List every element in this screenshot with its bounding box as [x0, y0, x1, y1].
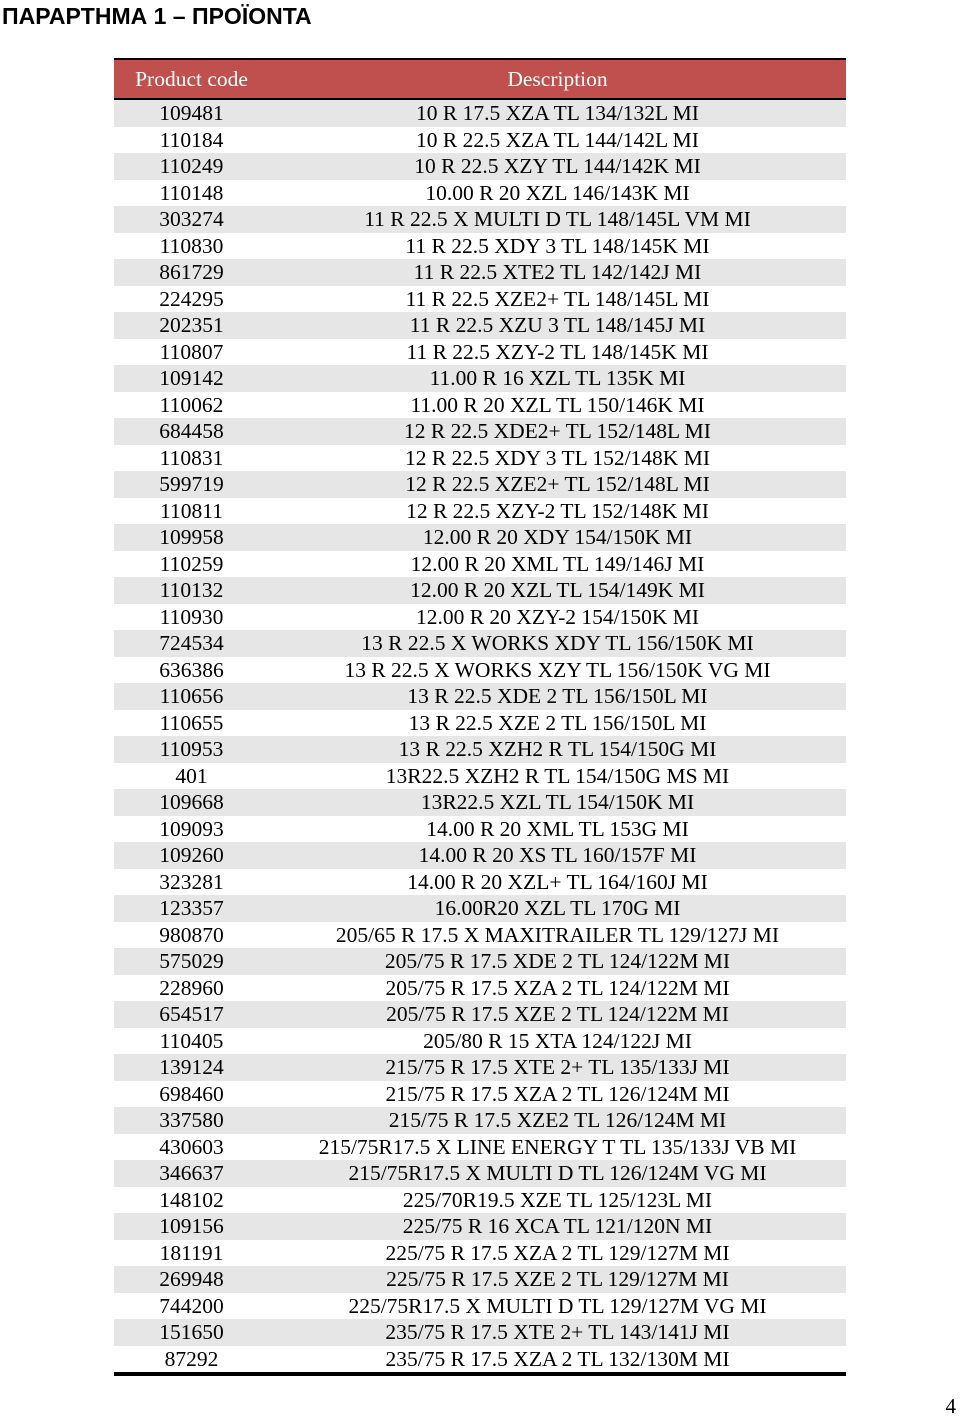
product-code-cell: 123357 — [159, 896, 224, 921]
table-row — [114, 1293, 846, 1320]
description-cell: 215/75 R 17.5 XTE 2+ TL 135/133J MI — [385, 1055, 730, 1080]
product-code-cell: 654517 — [159, 1002, 224, 1027]
table-row — [114, 948, 846, 975]
description-cell: 12 R 22.5 XZY-2 TL 152/148K MI — [406, 498, 709, 523]
product-code-cell: 110807 — [159, 339, 224, 364]
description-cell: 215/75R17.5 X LINE ENERGY T TL 135/133J VB MI — [318, 1134, 797, 1159]
product-code-cell: 228960 — [159, 975, 224, 1000]
table-row — [114, 1213, 846, 1240]
table-row — [114, 524, 846, 551]
table-row — [114, 498, 846, 525]
description-cell: 13 R 22.5 XDE 2 TL 156/150L MI — [407, 684, 708, 709]
product-code-cell: 110830 — [159, 233, 224, 258]
product-code-cell: 109093 — [159, 816, 224, 841]
description-cell: 235/75 R 17.5 XTE 2+ TL 143/141J MI — [385, 1320, 730, 1345]
product-code-cell: 744200 — [159, 1293, 224, 1318]
description-cell: 13 R 22.5 X WORKS XZY TL 156/150K VG MI — [344, 657, 771, 682]
product-code-cell: 181191 — [159, 1240, 224, 1265]
product-code-cell: 109668 — [159, 790, 224, 815]
description-cell: 14.00 R 20 XML TL 153G MI — [426, 816, 689, 841]
description-cell: 215/75 R 17.5 XZA 2 TL 126/124M MI — [385, 1081, 730, 1106]
table-row — [114, 922, 846, 949]
product-code-cell: 202351 — [159, 313, 224, 338]
table-row — [114, 975, 846, 1002]
table-body — [114, 100, 846, 1372]
table-row — [114, 736, 846, 763]
product-code-cell: 575029 — [159, 949, 224, 974]
product-code-cell: 109260 — [159, 843, 224, 868]
description-cell: 12.00 R 20 XDY 154/150K MI — [422, 525, 693, 550]
table-row — [114, 286, 846, 313]
description-cell: 11 R 22.5 XZY-2 TL 148/145K MI — [406, 339, 709, 364]
product-code-cell: 110656 — [159, 684, 224, 709]
description-cell: 235/75 R 17.5 XZA 2 TL 132/130M MI — [385, 1346, 730, 1371]
product-code-cell: 430603 — [159, 1134, 224, 1159]
table-row — [114, 180, 846, 207]
table-row — [114, 683, 846, 710]
description-cell: 14.00 R 20 XZL+ TL 164/160J MI — [407, 869, 708, 894]
table-row — [114, 445, 846, 472]
product-code-cell: 724534 — [159, 631, 224, 656]
product-code-cell: 110655 — [159, 710, 224, 735]
product-code-cell: 401 — [175, 763, 208, 788]
product-code-cell: 110259 — [159, 551, 224, 576]
description-cell: 225/75 R 16 XCA TL 121/120N MI — [402, 1214, 713, 1239]
product-code-cell: 599719 — [159, 472, 224, 497]
table-row — [114, 869, 846, 896]
table-row — [114, 816, 846, 843]
product-code-cell: 861729 — [159, 260, 224, 285]
table-row — [114, 657, 846, 684]
description-cell: 13 R 22.5 XZE 2 TL 156/150L MI — [408, 710, 707, 735]
product-code-cell: 684458 — [159, 419, 224, 444]
table-row — [114, 259, 846, 286]
table-bottom-rule — [114, 1372, 846, 1376]
description-cell: 205/75 R 17.5 XZE 2 TL 124/122M MI — [386, 1002, 729, 1027]
table-row — [114, 418, 846, 445]
products-table — [114, 58, 846, 1376]
table-row — [114, 100, 846, 127]
table-row — [114, 1160, 846, 1187]
description-cell: 16.00R20 XZL TL 170G MI — [434, 896, 681, 921]
description-cell: 225/75 R 17.5 XZE 2 TL 129/127M MI — [386, 1267, 729, 1292]
description-cell: 11 R 22.5 XZU 3 TL 148/145J MI — [409, 313, 706, 338]
product-code-cell: 636386 — [159, 657, 224, 682]
table-row — [114, 471, 846, 498]
table-row — [114, 233, 846, 260]
product-code-cell: 110062 — [159, 392, 224, 417]
table-row — [114, 1134, 846, 1161]
table-row — [114, 1346, 846, 1373]
description-cell: 205/80 R 15 XTA 124/122J MI — [423, 1028, 692, 1053]
product-code-cell: 110831 — [159, 445, 224, 470]
product-code-cell: 323281 — [159, 869, 224, 894]
table-row — [114, 1240, 846, 1267]
product-code-cell: 109142 — [159, 366, 224, 391]
description-cell: 10 R 17.5 XZA TL 134/132L MI — [416, 101, 699, 126]
table-row — [114, 312, 846, 339]
product-code-cell: 110184 — [159, 127, 224, 152]
product-code-cell: 109958 — [159, 525, 224, 550]
description-cell: 11 R 22.5 X MULTI D TL 148/145L VM MI — [364, 207, 751, 232]
product-code-cell: 224295 — [159, 286, 224, 311]
table-row — [114, 1107, 846, 1134]
product-code-cell: 269948 — [159, 1267, 224, 1292]
product-code-cell: 109481 — [159, 101, 224, 126]
description-cell: 11.00 R 16 XZL TL 135K MI — [429, 366, 686, 391]
product-code-cell: 110405 — [159, 1028, 224, 1053]
table-row — [114, 577, 846, 604]
product-code-cell: 110148 — [159, 180, 224, 205]
table-row — [114, 1187, 846, 1214]
product-code-cell: 148102 — [159, 1187, 224, 1212]
description-cell: 225/70R19.5 XZE TL 125/123L MI — [402, 1187, 713, 1212]
description-cell: 14.00 R 20 XS TL 160/157F MI — [418, 843, 697, 868]
description-cell: 11 R 22.5 XZE2+ TL 148/145L MI — [405, 286, 710, 311]
table-row — [114, 842, 846, 869]
product-code-cell: 346637 — [159, 1161, 224, 1186]
table-row — [114, 1054, 846, 1081]
table-row — [114, 1001, 846, 1028]
description-cell: 205/65 R 17.5 X MAXITRAILER TL 129/127J MI — [335, 922, 780, 947]
table-row — [114, 604, 846, 631]
description-cell: 11 R 22.5 XTE2 TL 142/142J MI — [413, 260, 702, 285]
column-header-description: Description — [507, 66, 608, 91]
product-code-cell: 110249 — [159, 154, 224, 179]
description-cell: 13 R 22.5 X WORKS XDY TL 156/150K MI — [361, 631, 754, 656]
product-code-cell: 110953 — [159, 737, 224, 762]
table-row — [114, 1319, 846, 1346]
description-cell: 225/75R17.5 X MULTI D TL 129/127M VG MI — [348, 1293, 767, 1318]
product-code-cell: 87292 — [164, 1346, 219, 1371]
description-cell: 13R22.5 XZH2 R TL 154/150G MS MI — [385, 763, 730, 788]
product-code-cell: 980870 — [159, 922, 224, 947]
column-header-product-code: Product code — [135, 66, 248, 91]
description-cell: 13R22.5 XZL TL 154/150K MI — [420, 790, 695, 815]
description-cell: 12.00 R 20 XZY-2 154/150K MI — [415, 604, 700, 629]
table-row — [114, 630, 846, 657]
table-header-row — [114, 60, 846, 100]
description-cell: 10 R 22.5 XZA TL 144/142L MI — [416, 127, 699, 152]
product-code-cell: 109156 — [159, 1214, 224, 1239]
description-cell: 10 R 22.5 XZY TL 144/142K MI — [414, 154, 701, 179]
table-row — [114, 763, 846, 790]
table-row — [114, 710, 846, 737]
description-cell: 11 R 22.5 XDY 3 TL 148/145K MI — [405, 233, 710, 258]
product-code-cell: 110811 — [160, 498, 223, 523]
page-heading: ΠΑΡΑΡΤΗΜΑ 1 – ΠΡΟΪΟΝΤΑ — [2, 3, 312, 29]
product-code-cell: 698460 — [159, 1081, 224, 1106]
description-cell: 225/75 R 17.5 XZA 2 TL 129/127M MI — [385, 1240, 730, 1265]
description-cell: 215/75 R 17.5 XZE2 TL 126/124M MI — [388, 1108, 727, 1133]
description-cell: 12.00 R 20 XZL TL 154/149K MI — [410, 578, 705, 603]
product-code-cell: 151650 — [159, 1320, 224, 1345]
description-cell: 10.00 R 20 XZL 146/143K MI — [425, 180, 690, 205]
table-row — [114, 1028, 846, 1055]
product-code-cell: 139124 — [159, 1055, 224, 1080]
description-cell: 205/75 R 17.5 XDE 2 TL 124/122M MI — [384, 949, 731, 974]
description-cell: 13 R 22.5 XZH2 R TL 154/150G MI — [398, 737, 717, 762]
product-code-cell: 110930 — [159, 604, 224, 629]
description-cell: 205/75 R 17.5 XZA 2 TL 124/122M MI — [385, 975, 730, 1000]
product-code-cell: 303274 — [159, 207, 224, 232]
page-number: 4 — [945, 1394, 956, 1418]
table-row — [114, 392, 846, 419]
description-cell: 12 R 22.5 XZE2+ TL 152/148L MI — [405, 472, 710, 497]
product-code-cell: 110132 — [159, 578, 224, 603]
table-row — [114, 153, 846, 180]
table-row — [114, 551, 846, 578]
table-row — [114, 789, 846, 816]
description-cell: 12.00 R 20 XML TL 149/146J MI — [410, 551, 705, 576]
table-row — [114, 895, 846, 922]
description-cell: 215/75R17.5 X MULTI D TL 126/124M VG MI — [348, 1161, 767, 1186]
product-code-cell: 337580 — [159, 1108, 224, 1133]
table-row — [114, 1081, 846, 1108]
description-cell: 11.00 R 20 XZL TL 150/146K MI — [410, 392, 705, 417]
table-row — [114, 339, 846, 366]
table-row — [114, 127, 846, 154]
table-row — [114, 365, 846, 392]
description-cell: 12 R 22.5 XDE2+ TL 152/148L MI — [404, 419, 711, 444]
table-row — [114, 206, 846, 233]
description-cell: 12 R 22.5 XDY 3 TL 152/148K MI — [405, 445, 710, 470]
table-row — [114, 1266, 846, 1293]
